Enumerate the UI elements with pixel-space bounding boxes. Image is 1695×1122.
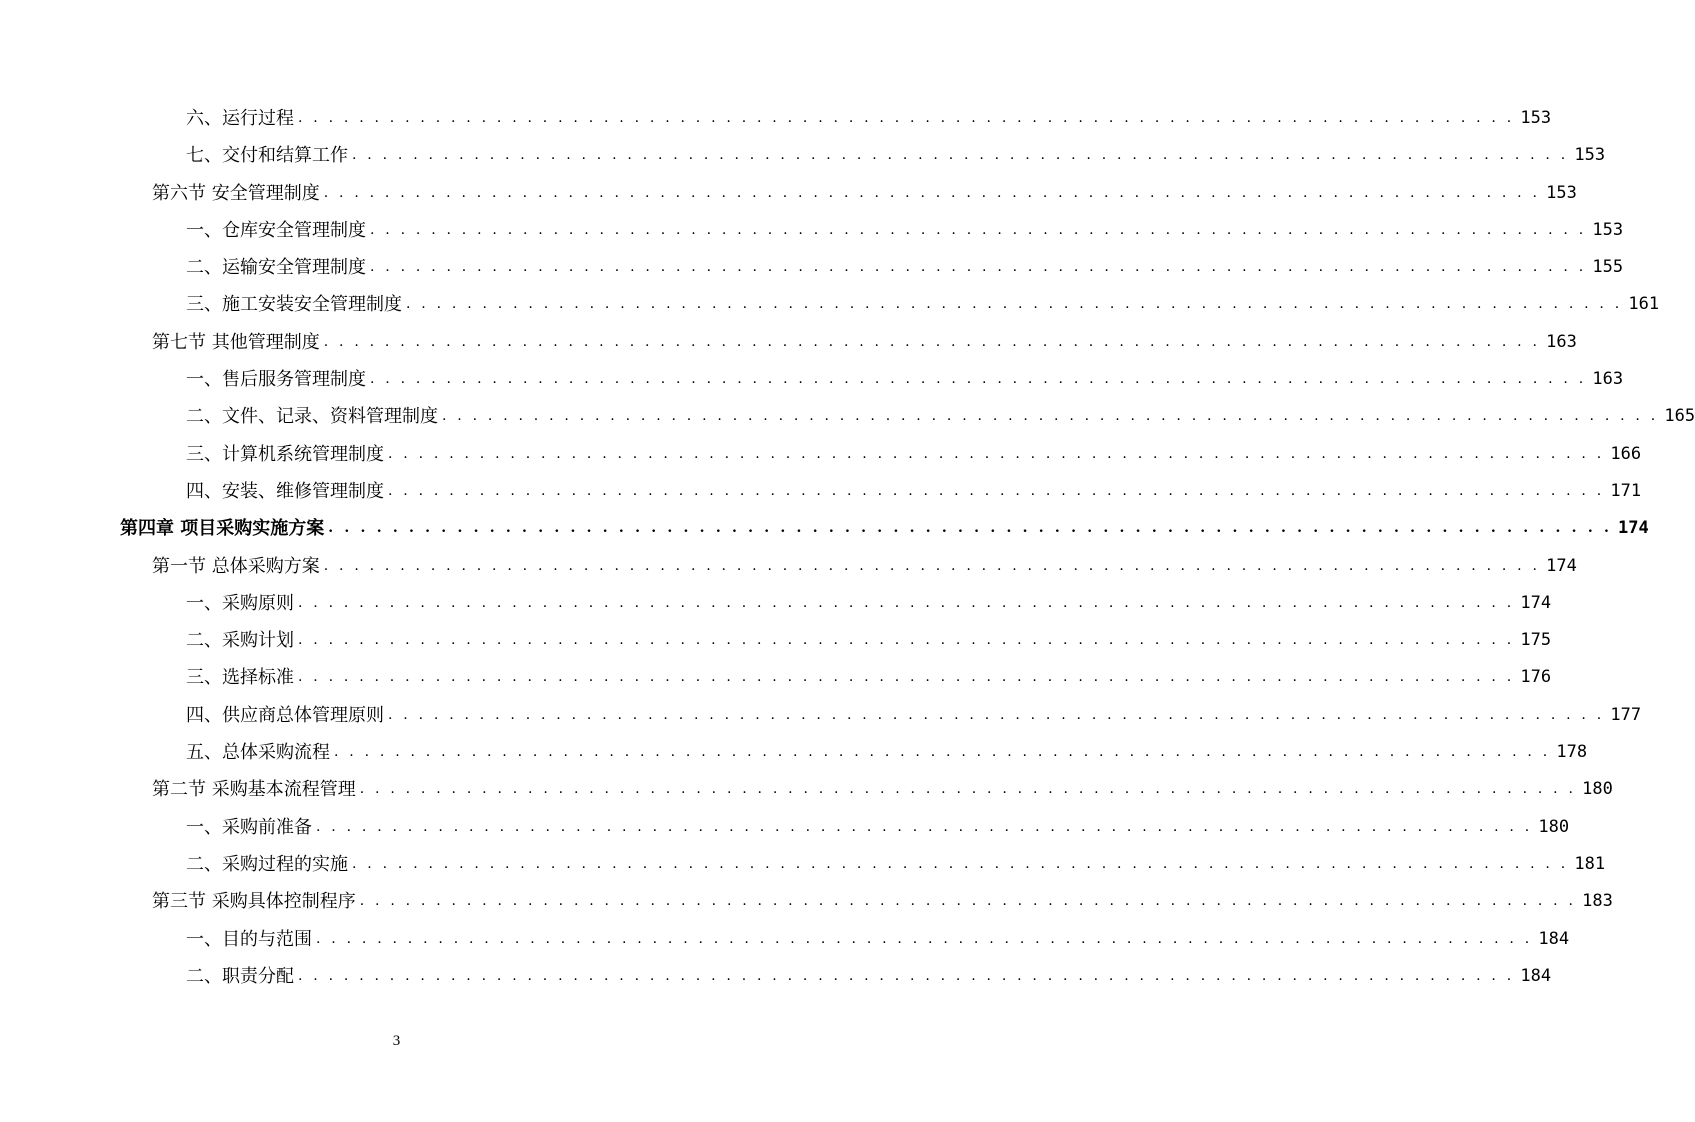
toc-entry-page-number: 153 bbox=[1592, 219, 1624, 240]
toc-entry-title: 三、计算机系统管理制度 bbox=[186, 443, 384, 465]
table-of-contents bbox=[0, 100, 1695, 995]
dot-leader: . . . . . . . . . . . . . . . . . . . . . . . . . . . . . . . . . . . . . . . . . . . . . . . . . . . . . . . . . . . . . . . . . . . . . . . . . . . . . . . . bbox=[298, 669, 1515, 686]
toc-entry-title: 一、目的与范围 bbox=[186, 928, 312, 950]
dot-leader: . . . . . . . . . . . . . . . . . . . . . . . . . . . . . . . . . . . . . . . . . . . . . . . . . . . . . . . . . . . . . . . . . . . . . . . . . . . . . . . . bbox=[323, 333, 1541, 350]
toc-entry[interactable] bbox=[0, 436, 1642, 473]
toc-entry-page-number: 180 bbox=[1582, 779, 1613, 800]
dot-leader: . . . . . . . . . . . . . . . . . . . . . . . . . . . . . . . . . . . . . . . . . . . . . . . . . . . . . . . . . . . . . . . . . . . . . . . . . . . . . . . . bbox=[298, 594, 1515, 611]
toc-entry[interactable] bbox=[0, 734, 1588, 771]
toc-entry-page-number: 163 bbox=[1592, 369, 1624, 390]
toc-entry-title: 二、职责分配 bbox=[186, 965, 294, 987]
toc-entry-page-number: 183 bbox=[1582, 891, 1613, 912]
toc-entry[interactable] bbox=[0, 398, 1695, 435]
toc-entry[interactable] bbox=[0, 585, 1552, 622]
dot-leader: . . . . . . . . . . . . . . . . . . . . . . . . . . . . . . . . . . . . . . . . . . . . . . . . . . . . . . . . . . . . . . . . . . . . . . . . . . . . . . . . bbox=[352, 147, 1569, 164]
dot-leader: . . . . . . . . . . . . . . . . . . . . . . . . . . . . . . . . . . . . . . . . . . . . . . . . . . . . . . . . . . . . . . . . . . . . . . . . . . . . . . . . bbox=[298, 110, 1515, 126]
toc-entry-title: 第三节 采购具体控制程序 bbox=[152, 891, 356, 913]
toc-entry-page-number: 153 bbox=[1546, 182, 1577, 203]
toc-entry-title: 三、选择标准 bbox=[186, 667, 294, 689]
dot-leader: . . . . . . . . . . . . . . . . . . . . . . . . . . . . . . . . . . . . . . . . . . . . . . . . . . . . . . . . . . . . . . . . . . . . . . . . . . . . . . . . bbox=[388, 482, 1605, 499]
toc-entry-title: 六、运行过程 bbox=[186, 108, 294, 129]
toc-entry-title: 二、采购计划 bbox=[186, 630, 294, 652]
toc-entry-title: 一、售后服务管理制度 bbox=[186, 369, 366, 391]
toc-entry-page-number: 178 bbox=[1556, 742, 1588, 763]
toc-entry-page-number: 174 bbox=[1546, 555, 1577, 576]
dot-leader: . . . . . . . . . . . . . . . . . . . . . . . . . . . . . . . . . . . . . . . . . . . . . . . . . . . . . . . . . . . . . . . . . . . . . . . . . . . . . . . . bbox=[298, 632, 1515, 649]
dot-leader: . . . . . . . . . . . . . . . . . . . . . . . . . . . . . . . . . . . . . . . . . . . . . . . . . . . . . . . . . . . . . . . . . . . . . . . . . . . . . . . . bbox=[359, 893, 1577, 910]
toc-entry[interactable] bbox=[0, 883, 1613, 920]
toc-entry-title: 第六节 安全管理制度 bbox=[152, 182, 320, 204]
toc-entry[interactable] bbox=[0, 846, 1606, 883]
toc-entry-title: 七、交付和结算工作 bbox=[186, 145, 348, 167]
toc-entry[interactable] bbox=[0, 548, 1577, 585]
dot-leader: . . . . . . . . . . . . . . . . . . . . . . . . . . . . . . . . . . . . . . . . . . . . . . . . . . . . . . . . . . . . . . . . . . . . . . . . . . . . . . . . bbox=[352, 855, 1569, 872]
toc-entry-page-number: 161 bbox=[1628, 294, 1660, 315]
toc-entry-page-number: 163 bbox=[1546, 331, 1577, 352]
toc-entry[interactable] bbox=[0, 175, 1577, 212]
toc-entry-title: 第七节 其他管理制度 bbox=[152, 331, 320, 353]
dot-leader: . . . . . . . . . . . . . . . . . . . . . . . . . . . . . . . . . . . . . . . . . . . . . . . . . . . . . . . . . . . . . . . . . . . . . . . . . . . . . . . . bbox=[316, 818, 1533, 835]
dot-leader: . . . . . . . . . . . . . . . . . . . . . . . . . . . . . . . . . . . . . . . . . . . . . . . . . . . . . . . . . . . . . . . . . . . . . . . . . . . . . . . . bbox=[316, 930, 1533, 947]
toc-entry[interactable] bbox=[0, 697, 1642, 734]
toc-entry-page-number: 171 bbox=[1610, 480, 1642, 501]
toc-entry-title: 四、安装、维修管理制度 bbox=[186, 480, 384, 502]
toc-entry-title: 一、采购原则 bbox=[186, 592, 294, 614]
dot-leader: . . . . . . . . . . . . . . . . . . . . . . . . . . . . . . . . . . . . . . . . . . . . . . . . . . . . . . . . . . . . . . . . . . . . . . . . . . . . . . . . bbox=[388, 445, 1605, 462]
toc-entry-title: 二、文件、记录、资料管理制度 bbox=[186, 406, 438, 428]
toc-entry[interactable] bbox=[0, 249, 1624, 286]
toc-entry-title: 第四章 项目采购实施方案 bbox=[120, 518, 325, 540]
toc-entry-title: 第二节 采购基本流程管理 bbox=[152, 779, 356, 801]
toc-entry-page-number: 174 bbox=[1618, 518, 1649, 539]
dot-leader: . . . . . . . . . . . . . . . . . . . . . . . . . . . . . . . . . . . . . . . . . . . . . . . . . . . . . . . . . . . . . . . . . . . . . . . . . . . . . . . . bbox=[370, 371, 1587, 388]
dot-leader: . . . . . . . . . . . . . . . . . . . . . . . . . . . . . . . . . . . . . . . . . . . . . . . . . . . . . . . . . . . . . . . . . . . . . . . . . . . . . . . . bbox=[442, 408, 1659, 425]
dot-leader: . . . . . . . . . . . . . . . . . . . . . . . . . . . . . . . . . . . . . . . . . . . . . . . . . . . . . . . . . . . . . . . . . . . . . . . . . . . . . . . . bbox=[359, 781, 1577, 798]
toc-entry-page-number: 180 bbox=[1538, 816, 1570, 837]
toc-entry-title: 一、采购前准备 bbox=[186, 816, 312, 838]
toc-entry[interactable] bbox=[0, 809, 1570, 846]
toc-entry-title: 二、采购过程的实施 bbox=[186, 853, 348, 875]
toc-entry-page-number: 155 bbox=[1592, 257, 1624, 278]
dot-leader: . . . . . . . . . . . . . . . . . . . . . . . . . . . . . . . . . . . . . . . . . . . . . . . . . . . . . . . . . . . . . . . . . . . . . . . . . . . . . . . . bbox=[323, 557, 1541, 574]
toc-entry-title: 五、总体采购流程 bbox=[186, 742, 330, 764]
toc-entry[interactable] bbox=[0, 659, 1552, 696]
toc-entry[interactable] bbox=[0, 510, 1649, 547]
dot-leader: . . . . . . . . . . . . . . . . . . . . . . . . . . . . . . . . . . . . . . . . . . . . . . . . . . . . . . . . . . . . . . . . . . . . . . . . . . . . . . . . bbox=[323, 184, 1541, 201]
toc-entry-title: 三、施工安装安全管理制度 bbox=[186, 294, 402, 316]
dot-leader: . . . . . . . . . . . . . . . . . . . . . . . . . . . . . . . . . . . . . . . . . . . . . . . . . . . . . . . . . . . . . . . . . . . . . . . . . . . . . . . . bbox=[370, 221, 1587, 238]
toc-entry-page-number: 174 bbox=[1520, 592, 1552, 613]
toc-entry-page-number: 184 bbox=[1520, 965, 1552, 986]
toc-entry-title: 第一节 总体采购方案 bbox=[152, 555, 320, 577]
toc-entry-page-number: 165 bbox=[1664, 406, 1695, 427]
toc-entry-title: 四、供应商总体管理原则 bbox=[186, 704, 384, 726]
toc-entry[interactable] bbox=[0, 958, 1552, 995]
dot-leader: . . . . . . . . . . . . . . . . . . . . . . . . . . . . . . . . . . . . . . . . . . . . . . . . . . . . . . . . . . . . . . . . . . . . . . . . . . . . . . . . bbox=[298, 967, 1515, 984]
toc-entry-title: 一、仓库安全管理制度 bbox=[186, 219, 366, 241]
dot-leader: . . . . . . . . . . . . . . . . . . . . . . . . . . . . . . . . . . . . . . . . . . . . . . . . . . . . . . . . . . . . . . . . . . . . . . . . . . . . . . . . bbox=[388, 706, 1605, 723]
page-number: 3 bbox=[392, 1033, 401, 1049]
toc-entry-page-number: 153 bbox=[1574, 145, 1606, 166]
toc-entry[interactable] bbox=[0, 324, 1577, 361]
dot-leader: . . . . . . . . . . . . . . . . . . . . . . . . . . . . . . . . . . . . . . . . . . . . . . . . . . . . . . . . . . . . . . . . . . . . . . . . . . . . . . . . bbox=[370, 259, 1587, 276]
toc-entry-title: 二、运输安全管理制度 bbox=[186, 257, 366, 279]
toc-entry[interactable] bbox=[0, 137, 1606, 174]
dot-leader: . . . . . . . . . . . . . . . . . . . . . . . . . . . . . . . . . . . . . . . . . . . . . . . . . . . . . . . . . . . . . . . . . . . . . . . . . . . . . . . . bbox=[406, 296, 1623, 313]
toc-entry-page-number: 177 bbox=[1610, 704, 1642, 725]
toc-entry-page-number: 175 bbox=[1520, 630, 1552, 651]
toc-entry-page-number: 166 bbox=[1610, 443, 1642, 464]
toc-entry-page-number: 181 bbox=[1574, 853, 1606, 874]
toc-entry[interactable] bbox=[0, 921, 1570, 958]
toc-entry[interactable] bbox=[0, 473, 1642, 510]
toc-entry[interactable] bbox=[0, 622, 1552, 659]
toc-entry-page-number: 153 bbox=[1520, 108, 1552, 128]
toc-entry[interactable] bbox=[0, 212, 1624, 249]
toc-entry[interactable] bbox=[0, 361, 1624, 398]
toc-entry-page-number: 176 bbox=[1520, 667, 1552, 688]
dot-leader: . . . . . . . . . . . . . . . . . . . . . . . . . . . . . . . . . . . . . . . . . . . . . . . . . . . . . . . . . . . . . . . . . . . . . . . . . . . . . . . . bbox=[328, 520, 1613, 537]
dot-leader: . . . . . . . . . . . . . . . . . . . . . . . . . . . . . . . . . . . . . . . . . . . . . . . . . . . . . . . . . . . . . . . . . . . . . . . . . . . . . . . . bbox=[334, 744, 1551, 761]
toc-entry[interactable] bbox=[0, 100, 1552, 137]
toc-entry[interactable] bbox=[0, 771, 1613, 808]
toc-entry-page-number: 184 bbox=[1538, 928, 1570, 949]
toc-entry[interactable] bbox=[0, 286, 1660, 323]
